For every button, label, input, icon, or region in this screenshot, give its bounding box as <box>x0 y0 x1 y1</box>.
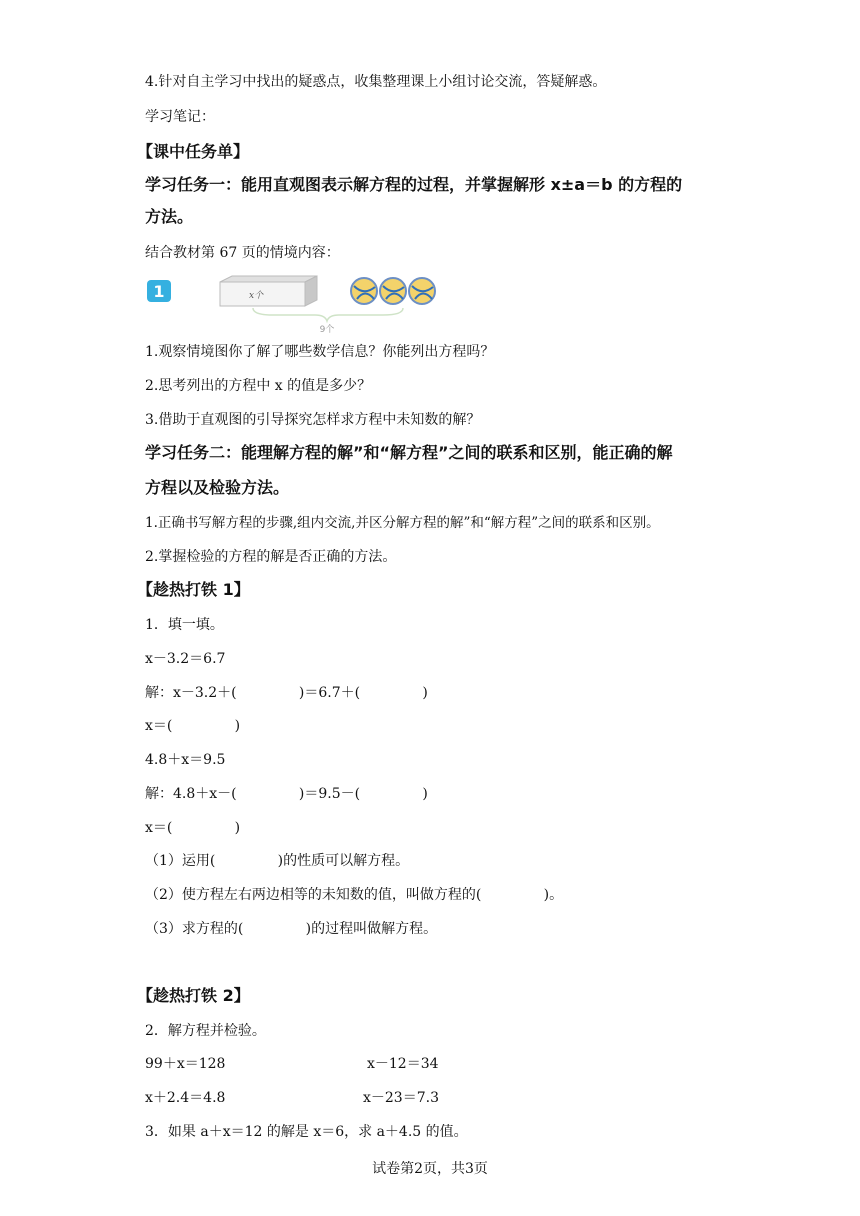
situation-figure <box>145 270 455 334</box>
exercise-line: 3．如果 a＋x＝12 的解是 x＝6，求 a＋4.5 的值。 <box>145 1124 468 1140</box>
exercise-line: x＝( ) <box>145 820 241 836</box>
box-label: x个 <box>249 291 264 301</box>
exercise-line: 解：4.8＋x－( )＝9.5－( ) <box>145 786 428 802</box>
brace <box>253 308 403 321</box>
section-header: 【趁热打铁 1】 <box>137 580 250 599</box>
exercise-line: （3）求方程的( )的过程叫做解方程。 <box>145 921 438 937</box>
volleyball-icon <box>351 278 377 304</box>
box-icon <box>220 276 317 306</box>
exercise-line: 2．解方程并检验。 <box>145 1023 266 1039</box>
section-header: 【课中任务单】 <box>137 142 250 161</box>
volleyball-icon <box>380 278 406 304</box>
task-title: 学习任务一：能用直观图表示解方程的过程，并掌握解形 x±a＝b 的方程的 <box>145 175 683 194</box>
question: 3.借助于直观图的引导探究怎样求方程中未知数的解？ <box>145 412 481 428</box>
exercise-line: （2）使方程左右两边相等的未知数的值，叫做方程的( )。 <box>145 887 564 903</box>
exercise-line: 解：x－3.2＋( )＝6.7＋( ) <box>145 685 428 701</box>
exercise-line: 1．填一填。 <box>145 617 224 633</box>
equation: x－12＝34 <box>367 1056 439 1072</box>
equation: x＋2.4＝4.8 <box>145 1090 226 1106</box>
task-title-cont: 方法。 <box>145 207 194 226</box>
text-line: 结合教材第 67 页的情境内容： <box>145 245 340 261</box>
equation: 99＋x＝128 <box>145 1056 226 1072</box>
text-line: 4.针对自主学习中找出的疑惑点，收集整理课上小组讨论交流，答疑解惑。 <box>145 74 607 90</box>
task-title: 学习任务二：能理解方程的解”和“解方程”之间的联系和区别，能正确的解 <box>145 443 673 462</box>
question: 2.思考列出的方程中 x 的值是多少？ <box>145 378 372 394</box>
number-badge-label: 1 <box>153 282 165 301</box>
exercise-line: x＝( ) <box>145 718 241 734</box>
brace-label: 9个 <box>319 325 335 334</box>
exercise-line: 4.8＋x＝9.5 <box>145 752 226 768</box>
text-line: 1.正确书写解方程的步骤,组内交流,并区分解方程的解”和“解方程”之间的联系和区别。 <box>145 515 660 531</box>
page-footer: 试卷第2页，共3页 <box>372 1161 488 1177</box>
question: 1.观察情境图你了解了哪些数学信息？你能列出方程吗？ <box>145 344 495 360</box>
volleyball-icon <box>409 278 435 304</box>
text-line: 2.掌握检验的方程的解是否正确的方法。 <box>145 549 397 565</box>
text-line: 学习笔记： <box>145 109 215 125</box>
exercise-line: x－3.2＝6.7 <box>145 651 226 667</box>
section-header: 【趁热打铁 2】 <box>137 986 250 1005</box>
task-title-cont: 方程以及检验方法。 <box>145 478 290 497</box>
exercise-line: （1）运用( )的性质可以解方程。 <box>145 853 410 869</box>
equation: x－23＝7.3 <box>363 1090 439 1106</box>
